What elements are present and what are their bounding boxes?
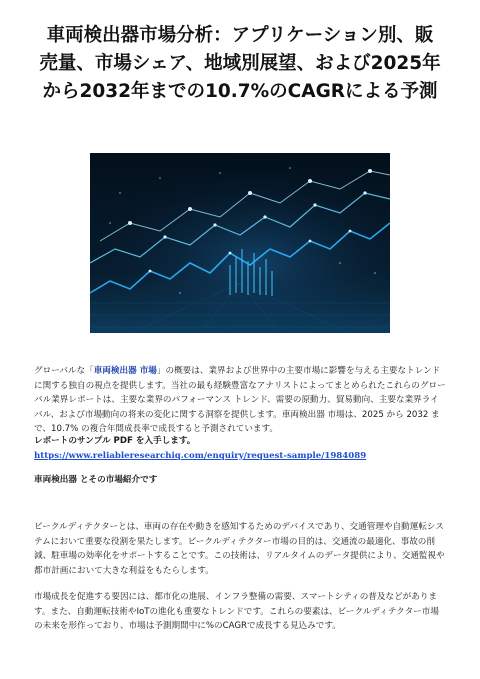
sample-label: レポートのサンプル PDF を入手します。 [34, 436, 196, 446]
intro-suffix: 」の概要は、業界および世界中の主要市場に影響を与える主要なトレンドに関する独自の視点を提供します。当社の最も経験豊富なアナリストによってまとめられたこれらのグローバル業界レポートは、主要な業界のパフォーマンス トレンド、需要の原動力、貿易動向、主要な業界ライバル、および市場動向の将来の変化に関する洞察を提供します。車両検出器 市場は、2025 から 2032 まで、10.7% の複合年間成長率で成長すると予測されています。 [34, 366, 446, 435]
market-keyword-link[interactable]: 車両検出器 市場 [93, 366, 157, 376]
section-heading: 車両検出器 とその市場紹介です [34, 475, 158, 485]
title-line-3: から2032年までの10.7%のCAGRによる予測 [42, 81, 438, 102]
growth-paragraph: 市場成長を促進する要因には、都市化の進展、インフラ整備の需要、スマートシティの普及などがあります。また、自動運転技術やIoTの進化も重要なトレンドです。これらの要素は、ビークルディテクター市場の未来を形作っており、市場は予測期間中に%のCAGRで成長する見込みです。 [34, 592, 439, 632]
document-title [28, 22, 452, 106]
definition-paragraph: ビークルディテクターとは、車両の存在や動きを感知するためのデバイスであり、交通管理や自動運転システムにおいて重要な役割を果たします。ビークルディテクター市場の目的は、交通流の最適化、事故の削減、駐車場の効率化をサポートすることです。この技術は、リアルタイムのデータ提供により、交通監視や都市計画において大きな利益をもたらします。 [34, 522, 445, 576]
hero-image-financial-chart [90, 153, 390, 333]
title-line-2: 売量、市場シェア、地域別展望、および2025年 [39, 53, 441, 74]
sample-pdf-link[interactable]: https://www.reliableresearchiq.com/enquiry/request-sample/1984089 [34, 450, 367, 461]
intro-prefix: グローバルな「 [34, 366, 94, 376]
title-line-1: 車両検出器市場分析：アプリケーション別、販 [46, 25, 434, 46]
intro-paragraph [34, 364, 446, 437]
sample-request [34, 434, 446, 463]
stock-chart-illustration [90, 153, 390, 333]
